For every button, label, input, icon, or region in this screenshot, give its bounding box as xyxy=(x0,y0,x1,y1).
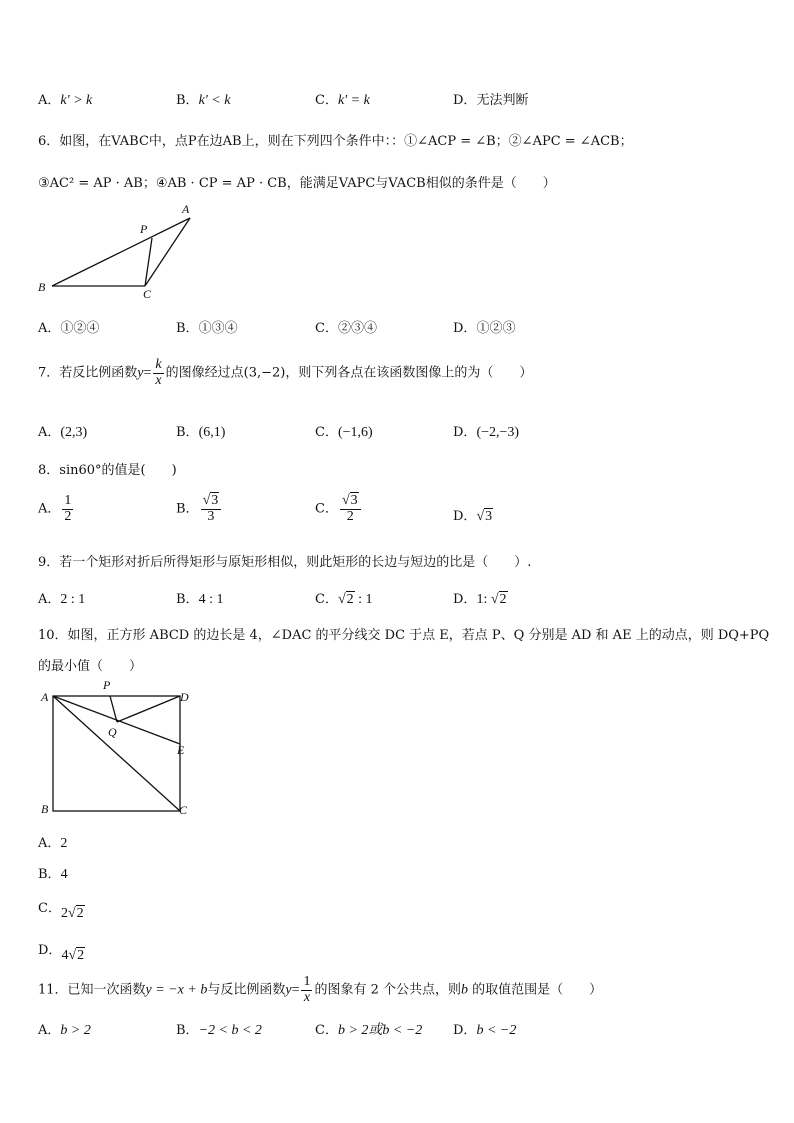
fraction-one-half xyxy=(62,494,73,524)
option-label: D． xyxy=(453,93,477,108)
point-label-c: C xyxy=(143,287,152,301)
q6-stem-line1: 6．如图，在VABC中，点P在边AB上，则在下列四个条件中：：①∠ACP = ∠B；②∠APC = ∠ACB； xyxy=(38,134,633,149)
option-label: A． xyxy=(38,321,61,336)
q6-stem-line2: ③AC² = AP · AB；④AB · CP = AP · CB，能满足VAPC与VACB相似的条件是（ ） xyxy=(38,176,556,191)
fraction-denominator: 3 xyxy=(207,508,215,524)
q11-equals: = xyxy=(291,982,300,998)
q11-fraction-denominator: x xyxy=(303,989,311,1005)
option-label: C． xyxy=(315,321,338,336)
q11-linear-function: y = −x + b xyxy=(145,982,208,998)
q11-fraction xyxy=(301,975,312,1005)
option-label: A． xyxy=(38,1023,61,1038)
q11-option-c xyxy=(315,1019,422,1039)
q11-stem-prefix: 11．已知一次函数 xyxy=(38,982,146,998)
option-label: C． xyxy=(315,93,338,108)
option-text: (6,1) xyxy=(198,425,226,440)
sqrt-symbol: √3 xyxy=(341,493,358,508)
segment-qd xyxy=(117,696,180,722)
option-label: C． xyxy=(315,425,338,440)
option-text: (2,3) xyxy=(60,425,88,440)
fraction-denominator: 2 xyxy=(64,508,72,524)
option-text: b < −2 xyxy=(476,1023,517,1038)
option-label: C． xyxy=(315,1023,338,1038)
q11-stem xyxy=(38,975,602,1005)
q8-option-d xyxy=(453,505,493,525)
option-text: ①②④ xyxy=(60,321,100,336)
sqrt-symbol: √2 xyxy=(68,948,85,963)
q8-stem: 8．sin60°的值是( ) xyxy=(38,463,177,478)
q9-stem: 9．若一个矩形对折后所得矩形与原矩形相似，则此矩形的长边与短边的比是（ ）. xyxy=(38,555,532,570)
option-label: A． xyxy=(38,592,61,607)
option-text: 4 : 1 xyxy=(198,592,224,607)
segment-ba xyxy=(52,218,190,286)
q9-option-d xyxy=(453,588,508,608)
q11-stem-suffix: 的图象有 2 个公共点，则 xyxy=(314,982,462,998)
option-text xyxy=(61,948,85,963)
sqrt-symbol: √2 xyxy=(67,906,84,921)
q7-fraction-denominator: x xyxy=(155,372,162,388)
option-label: A． xyxy=(38,836,61,851)
option-label: C． xyxy=(315,592,338,607)
q6-triangle-figure xyxy=(30,198,210,303)
option-text: b > 2 xyxy=(60,1023,91,1038)
option-text: b > 2或b < −2 xyxy=(337,1023,423,1038)
fraction-root3-over-2 xyxy=(340,494,361,524)
q10-square-figure xyxy=(34,676,204,821)
radicand: 2 xyxy=(346,592,354,607)
q7-stem-suffix: 的图像经过点(3,−2)，则下列各点在该函数图像上的为（ ） xyxy=(165,365,533,381)
q8-option-c xyxy=(315,494,363,524)
point-label-p: P xyxy=(140,222,148,236)
q7-option-b xyxy=(176,421,225,441)
option-label: D． xyxy=(453,425,477,440)
q5-option-c xyxy=(315,89,370,109)
option-text: (−2,−3) xyxy=(476,425,520,440)
option-text: −2 < b < 2 xyxy=(198,1023,262,1038)
q9-option-b xyxy=(176,588,223,608)
q7-option-d xyxy=(453,421,519,441)
radicand: 2 xyxy=(76,906,84,921)
point-label-p: P xyxy=(103,678,111,692)
point-label-d: D xyxy=(180,690,189,704)
option-label: B． xyxy=(176,93,199,108)
q10-option-d xyxy=(38,939,85,963)
q11-y-variable: y xyxy=(285,982,292,998)
option-text: ①②③ xyxy=(476,321,516,336)
q11-stem-end: 的取值范围是（ ） xyxy=(468,982,603,998)
option-text: k' > k xyxy=(60,93,93,108)
q7-fraction xyxy=(153,358,163,388)
point-label-b: B xyxy=(41,802,49,816)
sqrt-symbol: √3 xyxy=(202,493,219,508)
option-label: B． xyxy=(176,321,199,336)
q5-option-b xyxy=(176,89,230,109)
q10-stem-line1: 10．如图，正方形 ABCD 的边长是 4，∠DAC 的平分线交 DC 于点 E，若点 P、Q 分别是 AD 和 AE 上的动点，则 DQ+PQ xyxy=(38,628,770,643)
option-label: D． xyxy=(453,509,477,524)
q7-y-variable: y xyxy=(137,365,144,381)
option-label: D． xyxy=(453,592,477,607)
q10-option-c xyxy=(38,897,85,921)
q5-option-d xyxy=(453,89,528,108)
segment-cp xyxy=(145,238,152,286)
point-label-a: A xyxy=(41,690,49,704)
q10-stem-line2: 的最小值（ ） xyxy=(38,659,143,674)
option-label: A． xyxy=(38,93,61,108)
radicand: 3 xyxy=(211,493,219,508)
segment-ca xyxy=(145,218,190,286)
fraction-numerator xyxy=(340,494,361,510)
q7-option-c xyxy=(315,421,373,441)
fraction-numerator xyxy=(201,494,222,510)
q6-option-b xyxy=(176,317,238,336)
fraction-numerator: 1 xyxy=(64,493,72,508)
q7-fraction-numerator: k xyxy=(155,357,162,372)
point-label-e: E xyxy=(177,743,185,757)
option-label: A． xyxy=(38,425,61,440)
q6-option-c xyxy=(315,317,377,336)
q10-option-a xyxy=(38,832,67,852)
option-label: B． xyxy=(38,867,61,882)
fraction-denominator: 2 xyxy=(346,508,354,524)
option-text: k' = k xyxy=(337,93,370,108)
option-text: 4 xyxy=(60,867,68,882)
option-text: k' < k xyxy=(198,93,231,108)
radicand: 2 xyxy=(499,592,507,607)
sqrt-symbol: √2 xyxy=(490,592,507,607)
q11-option-b xyxy=(176,1019,262,1039)
option-text: ②③④ xyxy=(337,321,377,336)
option-text: 无法判断 xyxy=(476,93,529,108)
option-text: 1: xyxy=(476,592,491,607)
point-label-c: C xyxy=(179,803,188,817)
point-label-q: Q xyxy=(108,725,117,739)
radicand: 3 xyxy=(350,493,358,508)
coefficient: 4 xyxy=(61,948,69,963)
option-text xyxy=(61,906,85,921)
radicand: 3 xyxy=(485,509,493,524)
option-label: A． xyxy=(38,501,61,517)
sqrt-symbol: √2 xyxy=(337,592,354,607)
q6-option-d xyxy=(453,317,515,336)
coefficient: 2 xyxy=(60,906,68,921)
q6-option-a xyxy=(38,317,99,336)
radicand: 2 xyxy=(77,948,85,963)
point-label-b: B xyxy=(38,280,46,294)
q8-option-b xyxy=(176,494,223,524)
fraction-root3-over-3 xyxy=(201,494,222,524)
option-text: ①③④ xyxy=(198,321,238,336)
option-label: C． xyxy=(315,501,338,517)
q7-option-a xyxy=(38,421,87,441)
q11-option-d xyxy=(453,1019,516,1039)
q11-fraction-numerator: 1 xyxy=(303,974,311,989)
sqrt-symbol: √3 xyxy=(476,509,493,524)
q9-option-c xyxy=(315,588,373,608)
option-label: B． xyxy=(176,592,199,607)
q9-option-a xyxy=(38,588,85,608)
q7-stem xyxy=(38,358,532,388)
diagonal-ac xyxy=(53,696,180,811)
option-label: D． xyxy=(453,1023,477,1038)
q11-b-variable: b xyxy=(461,982,469,998)
point-label-a: A xyxy=(182,202,190,216)
option-text: : 1 xyxy=(354,592,373,607)
q10-option-b xyxy=(38,863,68,883)
option-label: C． xyxy=(38,901,61,916)
option-text: (−1,6) xyxy=(337,425,373,440)
q11-option-a xyxy=(38,1019,91,1039)
q7-stem-prefix: 7．若反比例函数 xyxy=(38,365,138,381)
option-label: B． xyxy=(176,1023,199,1038)
option-label: D． xyxy=(38,943,62,958)
q5-option-a xyxy=(38,89,92,109)
q8-option-a xyxy=(38,494,75,524)
q7-equals: = xyxy=(143,365,152,381)
option-label: D． xyxy=(453,321,477,336)
option-label: B． xyxy=(176,501,199,517)
option-label: B． xyxy=(176,425,199,440)
option-text: 2 xyxy=(60,836,68,851)
q11-stem-middle: 与反比例函数 xyxy=(207,982,286,998)
option-text: 2 : 1 xyxy=(60,592,86,607)
